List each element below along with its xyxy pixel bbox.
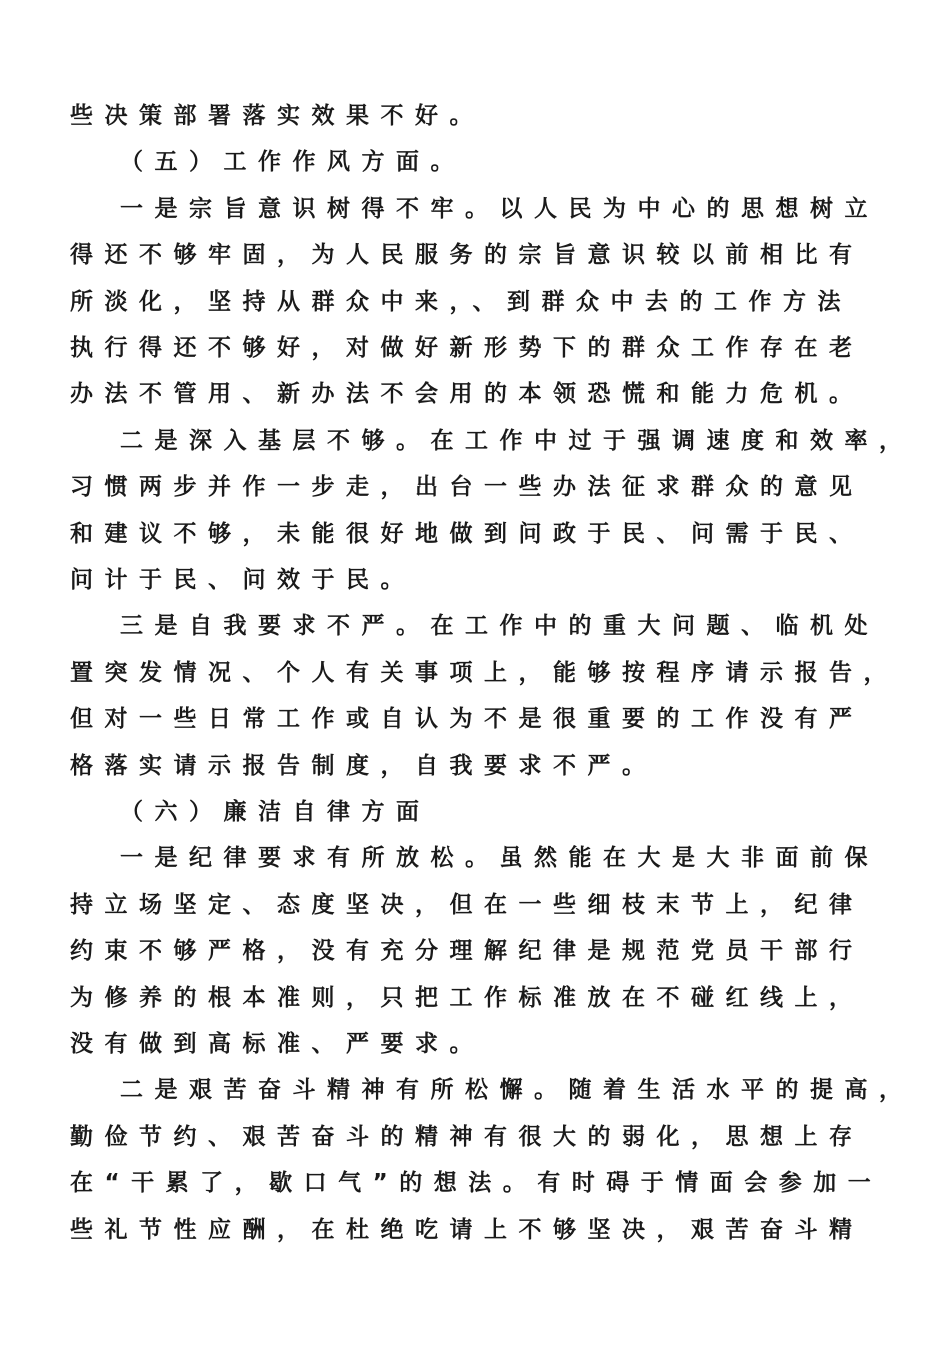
text-line: 为修养的根本准则，只把工作标准放在不碰红线上， xyxy=(70,985,864,1011)
paragraph-start-line: 二是艰苦奋斗精神有所松懈。随着生活水平的提高， xyxy=(120,1077,914,1103)
text-line: 没有做到高标准、严要求。 xyxy=(70,1031,484,1057)
text-line: 习惯两步并作一步走，出台一些办法征求群众的意见 xyxy=(70,474,864,500)
text-line: 些礼节性应酬，在杜绝吃请上不够坚决，艰苦奋斗精 xyxy=(70,1217,864,1243)
text-line: 格落实请示报告制度，自我要求不严。 xyxy=(70,753,657,779)
text-line: 置突发情况、个人有关事项上，能够按程序请示报告， xyxy=(70,660,898,686)
text-line: 约束不够严格，没有充分理解纪律是规范党员干部行 xyxy=(70,938,864,964)
text-line: 得还不够牢固，为人民服务的宗旨意识较以前相比有 xyxy=(70,242,864,268)
paragraph-start-line: 一是宗旨意识树得不牢。以人民为中心的思想树立 xyxy=(120,196,879,222)
text-line: 持立场坚定、态度坚决，但在一些细枝末节上，纪律 xyxy=(70,892,864,918)
text-line: 些决策部署落实效果不好。 xyxy=(70,103,484,129)
text-line: 和建议不够，未能很好地做到问政于民、问需于民、 xyxy=(70,521,864,547)
text-line: 办法不管用、新办法不会用的本领恐慌和能力危机。 xyxy=(70,381,864,407)
text-line: 勤俭节约、艰苦奋斗的精神有很大的弱化，思想上存 xyxy=(70,1124,864,1150)
text-line: 但对一些日常工作或自认为不是很重要的工作没有严 xyxy=(70,706,864,732)
text-line: 所淡化，坚持从群众中来，、到群众中去的工作方法 xyxy=(70,289,852,315)
text-line: 问计于民、问效于民。 xyxy=(70,567,415,593)
paragraph-start-line: 三是自我要求不严。在工作中的重大问题、临机处 xyxy=(120,613,879,639)
section-heading-integrity: （六）廉洁自律方面 xyxy=(120,799,431,825)
text-line: 在“干累了，歇口气”的想法。有时碍于情面会参加一 xyxy=(70,1170,883,1196)
section-heading-work-style: （五）工作作风方面。 xyxy=(120,149,465,175)
text-line: 执行得还不够好，对做好新形势下的群众工作存在老 xyxy=(70,335,864,361)
paragraph-start-line: 二是深入基层不够。在工作中过于强调速度和效率， xyxy=(120,428,914,454)
paragraph-start-line: 一是纪律要求有所放松。虽然能在大是大非面前保 xyxy=(120,845,879,871)
